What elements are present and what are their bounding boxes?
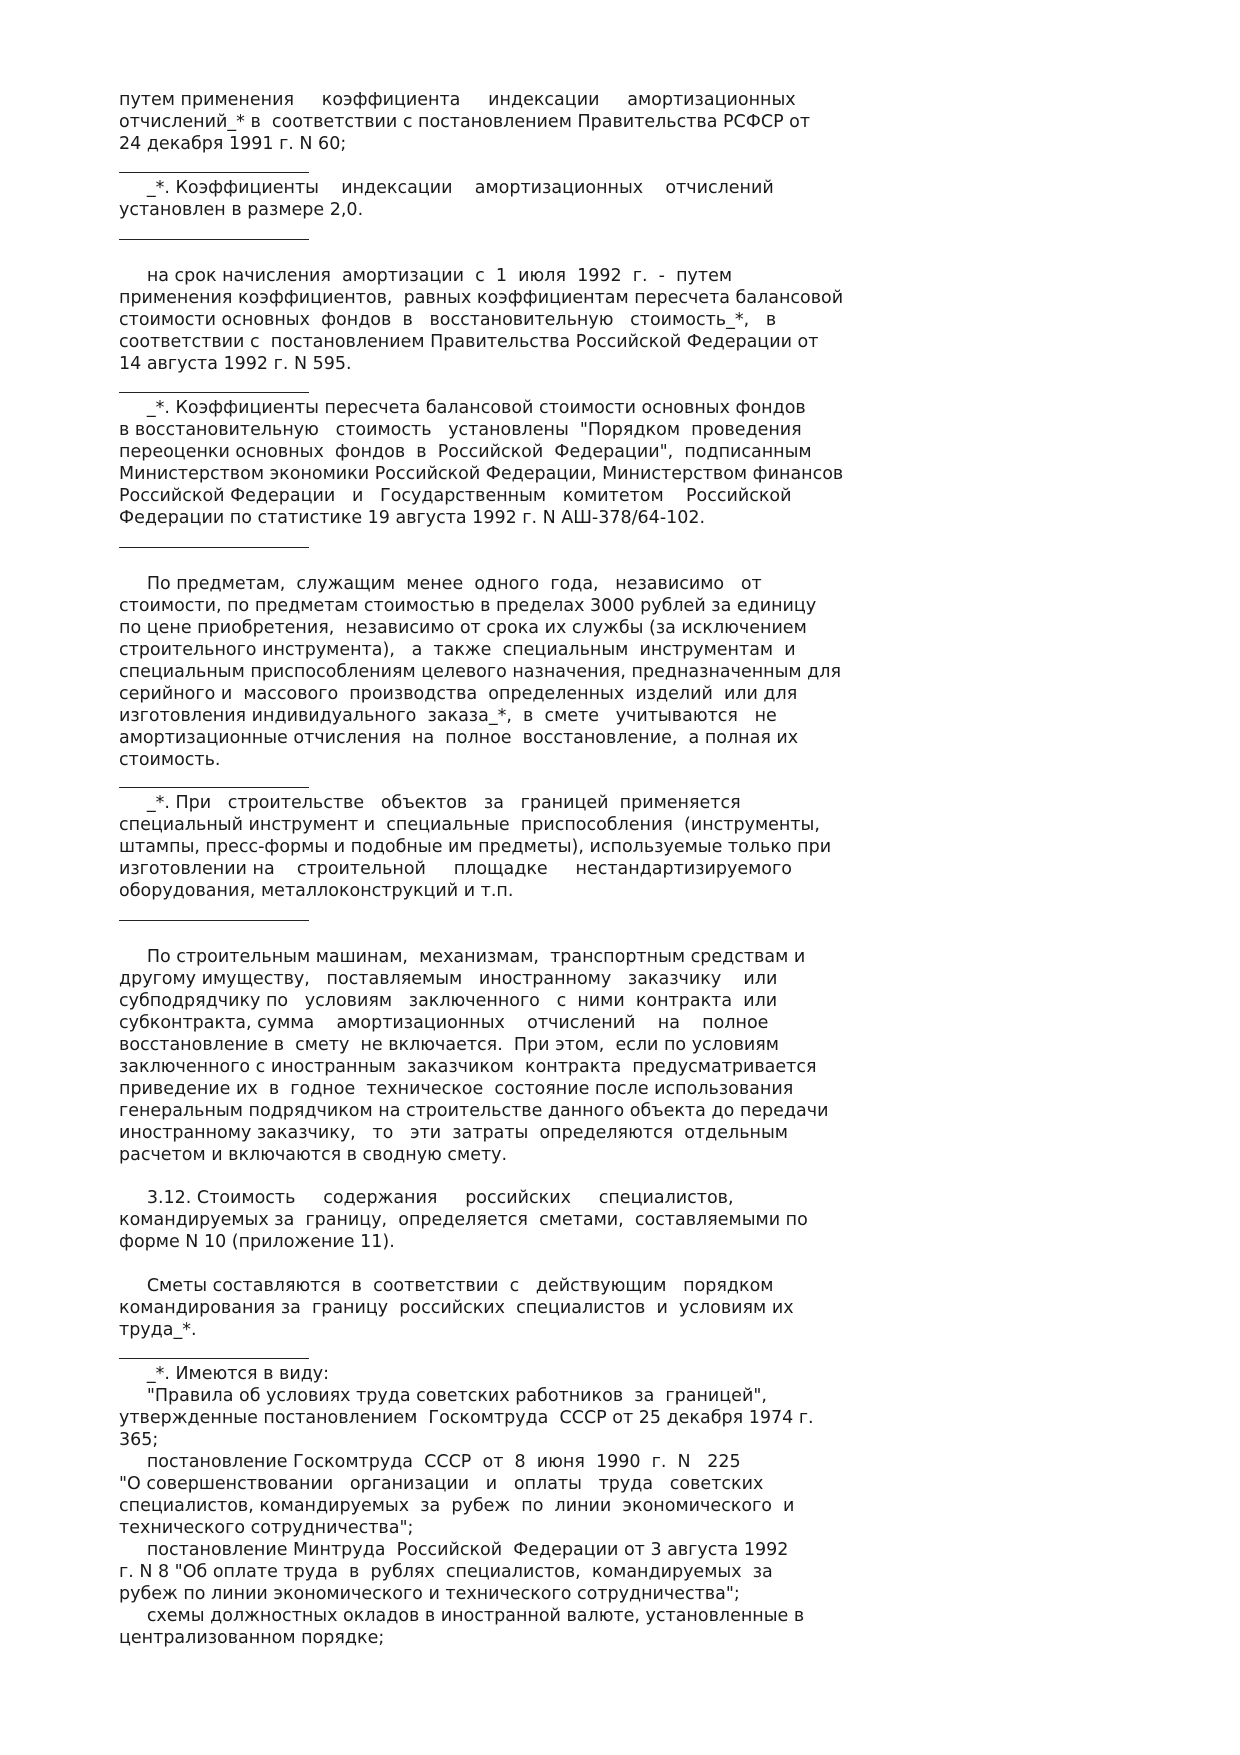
footnote-separator	[119, 392, 309, 393]
footnote-separator	[119, 920, 309, 921]
footnote-revaluation-order: _*. Коэффициенты пересчета балансовой стоимости основных фондов в восстановительную стоимость установлены "Порядком проведения переоценки основных фондов в Российской Федерации", подписанным Министерством экономики Российской Федерации, Министерством финансов Российской Федерации и Государственным комитетом Российской Федерации по статистике 19 августа 1992 г. N АШ-378/64-102.	[119, 398, 844, 528]
footnote-regulations-list: _*. Имеются в виду: "Правила об условиях труда советских работников за границей", утвержденные постановлением Госкомтруда СССР от 25 декабря 1974 г. 365; постановление Госкомтруда СССР от 8 июня 1990 г. N 225 "О совершенствовании организации и оплаты труда советских специалистов, командируемых за рубеж по линии экономического и технического сотрудничества"; постановление Минтруда Российской Федерации от 3 августа 1992 г. N 8 "Об оплате труда в рублях специалистов, командируемых за рубеж по линии экономического и технического сотрудничества"; схемы должностных окладов в иностранной валюте, установленные в централизованном порядке;	[119, 1364, 814, 1648]
footnote-separator	[119, 239, 309, 240]
footnote-foreign-construction-tools: _*. При строительстве объектов за границей применяется специальный инструмент и специальные приспособления (инструменты, штампы, пресс-формы и подобные им предметы), используемые только при изготовлении на строительной площадке нестандартизируемого оборудования, металлоконструкций и т.п.	[119, 793, 832, 901]
footnote-separator	[119, 547, 309, 548]
paragraph-section-3-12: 3.12. Стоимость содержания российских специалистов, командируемых за границу, определяется сметами, составляемыми по форме N 10 (приложение 11).	[119, 1188, 808, 1252]
paragraph-estimates-procedure: Сметы составляются в соответствии с действующим порядком командирования за границу российских специалистов и условиям их труда_*.	[119, 1276, 794, 1340]
footnote-separator	[119, 787, 309, 788]
paragraph-short-lived-items: По предметам, служащим менее одного года, независимо от стоимости, по предметам стоимостью в пределах 3000 рублей за единицу по цене приобретения, независимо от срока их службы (за исключением строительного инструмента), а также специальным инструментам и специальным приспособлениям целевого назначения, предназначенным для серийного и массового производства определенных изделий или для изготовления индивидуального заказа_*, в смете учитываются не амортизационные отчисления на полное восстановление, а полная их стоимость.	[119, 574, 841, 770]
footnote-separator	[119, 172, 309, 173]
paragraph-indexation-method: путем применения коэффициента индексации амортизационных отчислений_* в соответствии с постановлением Правительства РСФСР от 24 декабря 1991 г. N 60;	[119, 90, 811, 154]
footnote-indexation-coefficient: _*. Коэффициенты индексации амортизационных отчислений установлен в размере 2,0.	[119, 178, 774, 220]
footnote-separator	[119, 1358, 309, 1359]
paragraph-recalculation-coefficients: на срок начисления амортизации с 1 июля 1992 г. - путем применения коэффициентов, равных коэффициентам пересчета балансовой стоимости основных фондов в восстановительную стоимость_*, в соответствии с постановлением Правительства Российской Федерации от 14 августа 1992 г. N 595.	[119, 266, 844, 374]
paragraph-construction-machines: По строительным машинам, механизмам, транспортным средствам и другому имуществу, поставляемым иностранному заказчику или субподрядчику по условиям заключенного с ними контракта или субконтракта, сумма амортизационных отчислений на полное восстановление в смету не включается. При этом, если по условиям заключенного с иностранным заказчиком контракта предусматривается приведение их в годное техническое состояние после использования генеральным подрядчиком на строительстве данного объекта до передачи иностранному заказчику, то эти затраты определяются отдельным расчетом и включаются в сводную смету.	[119, 947, 829, 1165]
